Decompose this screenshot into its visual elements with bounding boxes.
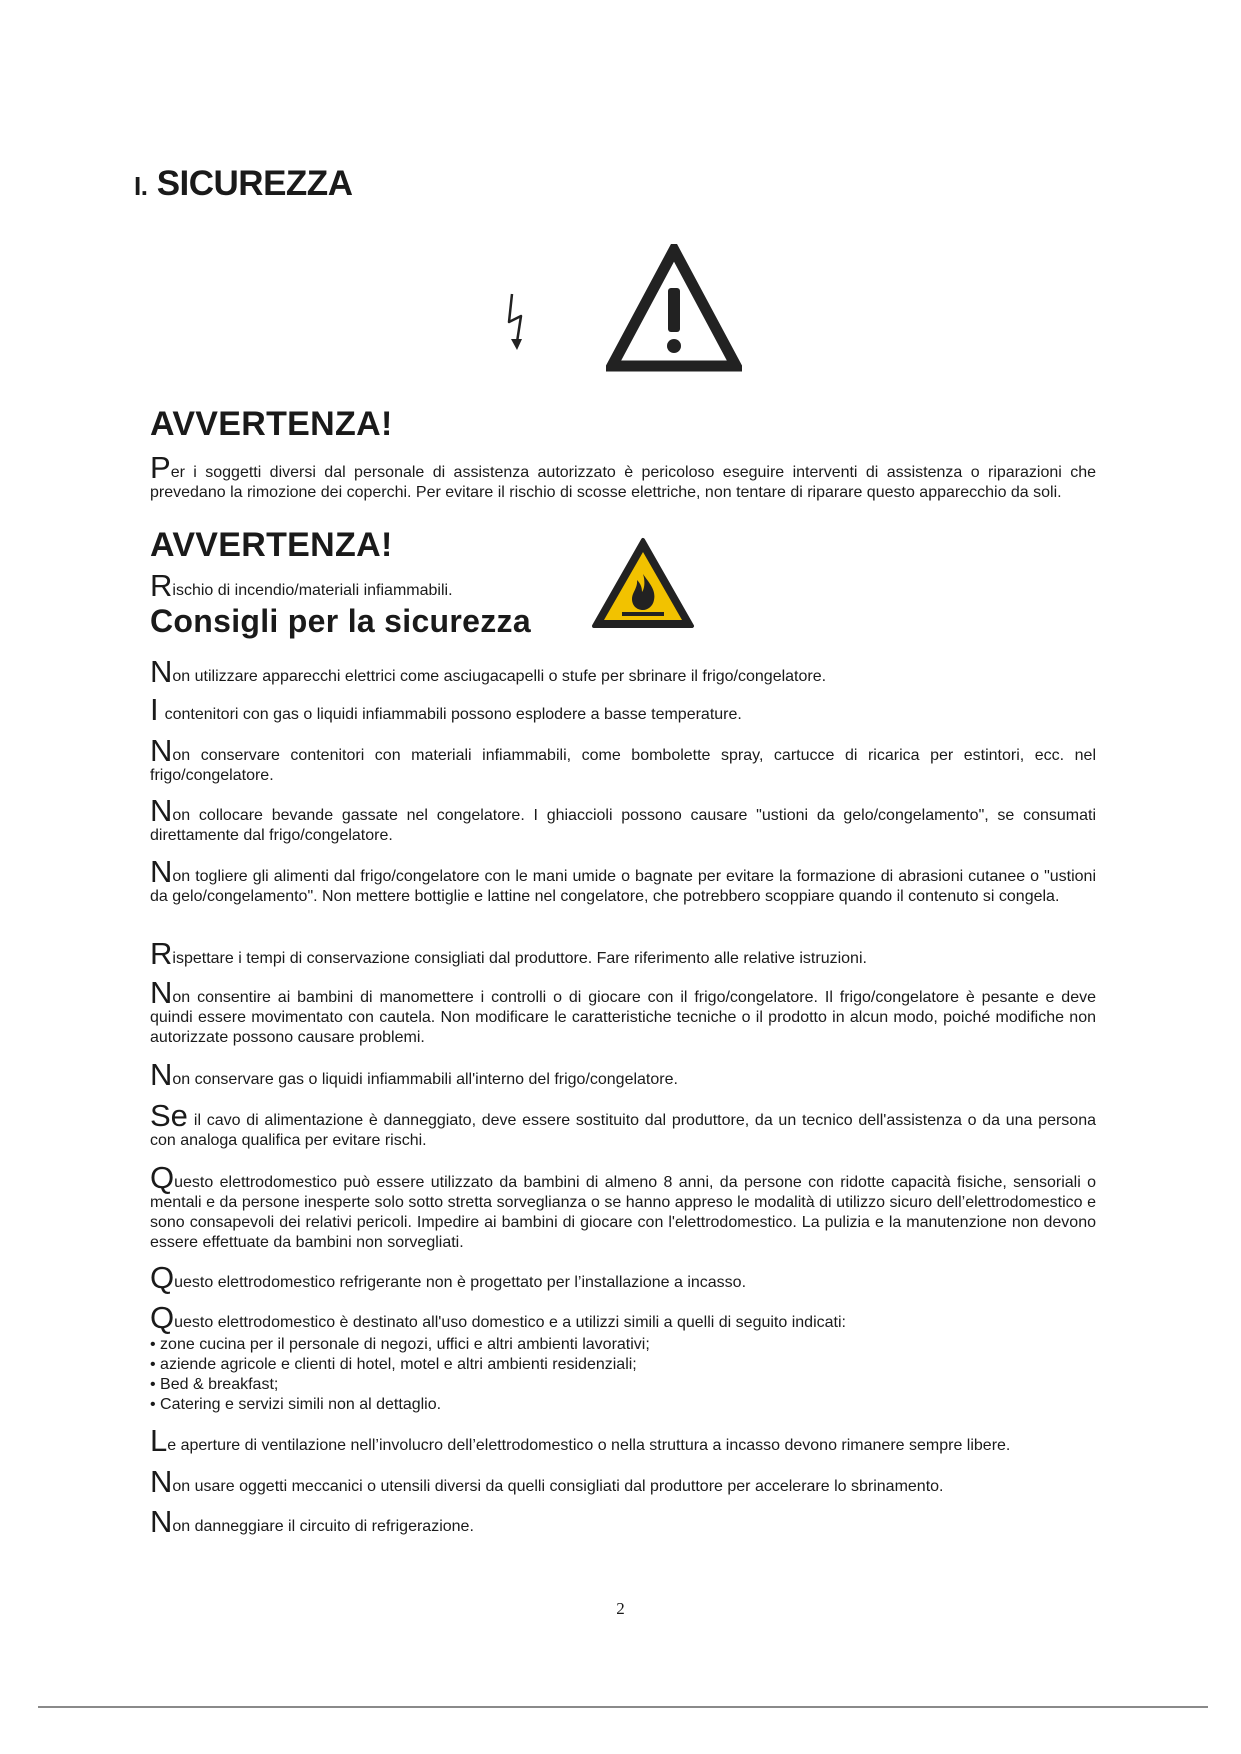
tip-text: on collocare bevande gassate nel congelatore. I ghiaccioli possono causare "ustioni da gelo/congelamento", se consumati direttamente dal frigo/congelatore. [150,807,1096,844]
tip-item [150,1464,1096,1499]
list-item: • Bed & breakfast; [150,1375,1096,1395]
tip-item [150,1504,1096,1539]
tip-text: on consentire ai bambini di manomettere i controlli o di giocare con il frigo/congelatore. Il frigo/congelatore è pesante e deve quindi essere movimentato con cautela. Non modificare le caratteristiche tecniche o il prodotto in alcun modo, poiché modifiche non autorizzate possono causare problemi. [150,989,1096,1046]
warning-heading-2: AVVERTENZA! [150,526,393,564]
paragraph-text: ischio di incendio/materiali infiammabili. [172,582,453,599]
list-item: • aziende agricole e clienti di hotel, motel e altri ambienti residenziali; [150,1355,1096,1375]
tip-item [150,793,1096,846]
tip-item [150,1300,1096,1415]
tip-text: uesto elettrodomestico refrigerante non è progettato per l’installazione a incasso. [174,1274,747,1291]
lightning-bolt-icon [506,292,528,354]
tip-text: uesto elettrodomestico è destinato all'uso domestico e a utilizzi simili a quelli di seguito indicati: [174,1314,846,1331]
drop-cap: N [150,1057,173,1092]
tip-item [150,733,1096,786]
tip-item [150,654,1096,689]
footer-divider [38,1706,1208,1708]
section-title [134,164,352,204]
tip-item [150,1423,1096,1458]
drop-cap: N [150,654,173,689]
tip-text: uesto elettrodomestico può essere utilizzato da bambini di almeno 8 anni, da persone con ridotte capacità fisiche, sensoriali o mentali e da persone inesperte solo sotto stretta sorveglianza o se hanno appreso le modalità di utilizzo sicuro dell’elettrodomestico e sono consapevoli dei relativi pericoli. Impedire ai bambini di giocare con l'elettrodomestico. La pulizia e la manutenzione non devono essere effettuate da bambini non sorvegliati. [150,1174,1096,1251]
tip-text: on danneggiare il circuito di refrigerazione. [172,1518,474,1535]
tip-text: on utilizzare apparecchi elettrici come asciugacapelli o stufe per sbrinare il frigo/congelatore. [172,668,827,685]
warning-heading: AVVERTENZA! [150,405,393,443]
list-item: • zone cucina per il personale di negozi, uffici e altri ambienti lavorativi; [150,1335,1096,1355]
fire-risk-text [150,568,650,603]
uses-list [150,1335,1096,1415]
tip-item [150,692,1096,727]
tips-heading: Consigli per la sicurezza [150,603,531,639]
tip-text: il cavo di alimentazione è danneggiato, deve essere sostituito dal produttore, da un tecnico dell'assistenza o da una persona con analoga qualifica per evitare rischi. [150,1112,1096,1149]
tip-item [150,1098,1096,1151]
tip-text: on usare oggetti meccanici o utensili diversi da quelli consigliati dal produttore per accelerare lo sbrinamento. [172,1478,944,1495]
warning-text [150,450,1096,503]
tip-text: e aperture di ventilazione nell’involucro dell’elettrodomestico o nella struttura a incasso devono rimanere sempre libere. [167,1437,1011,1454]
tip-item [150,1260,1096,1295]
drop-cap: Q [150,1160,175,1195]
drop-cap: R [150,936,173,971]
tip-text: contenitori con gas o liquidi infiammabili possono esplodere a basse temperature. [164,706,742,723]
tip-item [150,854,1096,907]
drop-cap: Q [150,1300,175,1335]
drop-cap: P [150,450,171,485]
drop-cap: R [150,568,173,603]
tip-item [150,936,1096,971]
page-number: 2 [616,1599,625,1618]
tip-item [150,975,1096,1048]
tip-text: ispettare i tempi di conservazione consigliati dal produttore. Fare riferimento alle relative istruzioni. [172,950,867,967]
drop-cap: N [150,854,173,889]
tip-item [150,1057,1096,1092]
drop-cap: I [150,692,159,727]
tip-text: on conservare gas o liquidi infiammabili all'interno del frigo/congelatore. [172,1071,678,1088]
drop-cap: N [150,733,173,768]
list-item: • Catering e servizi simili non al dettaglio. [150,1395,1096,1415]
tip-text: on togliere gli alimenti dal frigo/congelatore con le mani umide o bagnate per evitare la formazione di abrasioni cutanee o "ustioni da gelo/congelamento". Non mettere bottiglie e lattine nel congelatore, che potrebbero scoppiare quando il contenuto si congela. [150,868,1096,905]
flammable-warning-icon [590,536,696,630]
section-number: I. [134,171,148,201]
tip-text: on conservare contenitori con materiali infiammabili, come bombolette spray, cartucce di ricarica per estintori, ecc. nel frigo/congelatore. [150,747,1096,784]
drop-cap: Se [150,1098,188,1133]
paragraph-text: er i soggetti diversi dal personale di assistenza autorizzato è pericoloso eseguire interventi di assistenza o riparazioni che prevedano la rimozione dei coperchi. Per evitare il rischio di scosse elettriche, non tentare di riparare questo apparecchio da soli. [150,464,1096,501]
drop-cap: Q [150,1260,175,1295]
drop-cap: N [150,1464,173,1499]
tip-item [150,1160,1096,1253]
drop-cap: N [150,793,173,828]
section-title-text: SICUREZZA [156,164,353,203]
drop-cap: L [150,1423,168,1458]
warning-triangle-icon [606,244,742,372]
drop-cap: N [150,1504,173,1539]
drop-cap: N [150,975,173,1010]
